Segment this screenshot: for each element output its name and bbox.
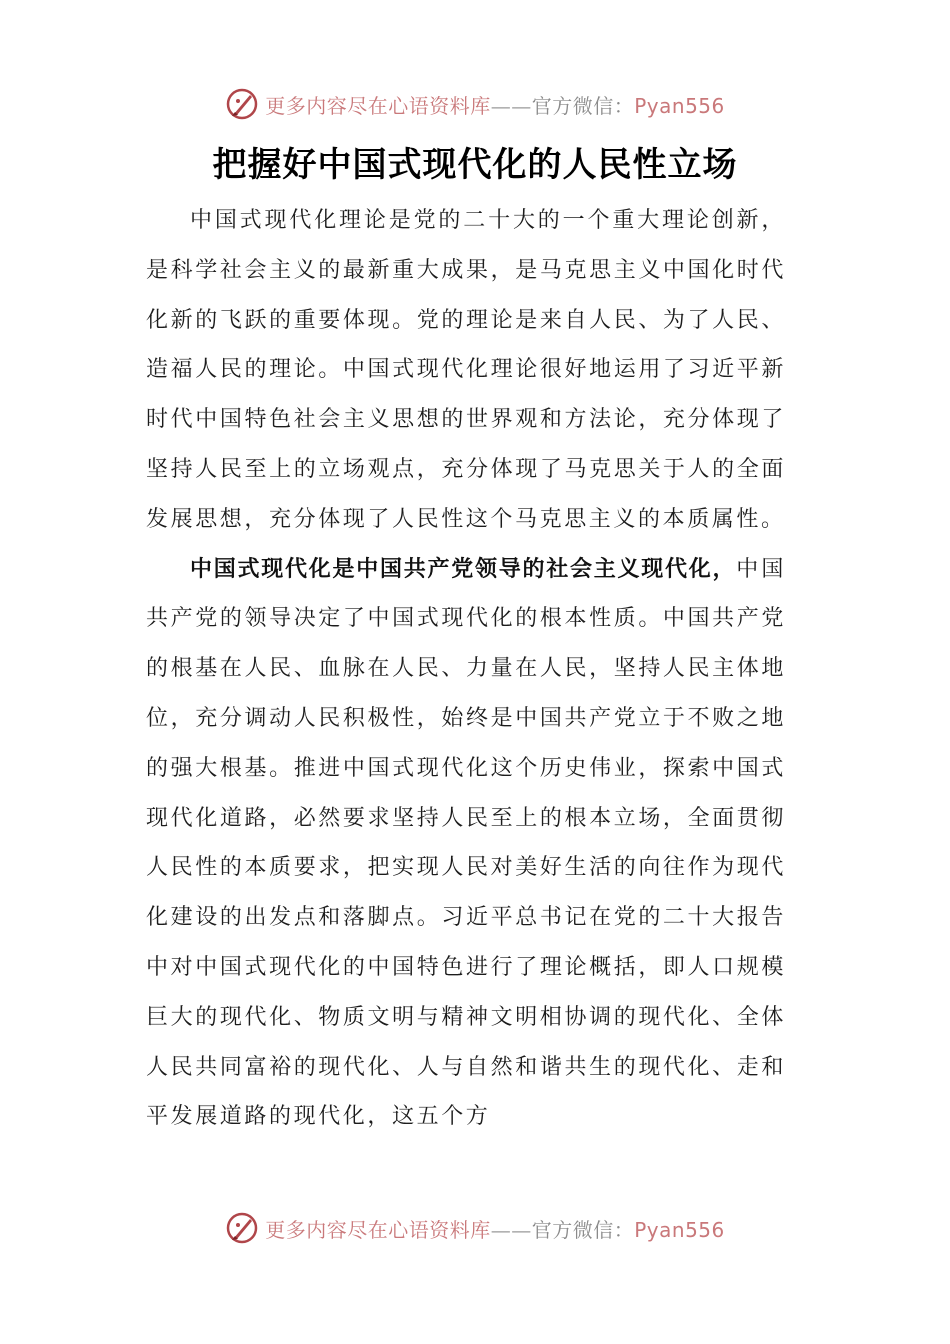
watermark-wechat-id: Pyan556 [634,1217,725,1242]
watermark-text [265,90,725,119]
header-watermark [0,84,950,124]
brand-logo-icon [225,87,259,121]
footer-watermark [0,1208,950,1248]
watermark-text [265,1214,725,1243]
document-body [146,196,786,1142]
paragraph-2 [146,545,786,1143]
watermark-prefix: 更多内容尽在心语资料库 [265,1217,491,1242]
brand-logo-icon [225,1211,259,1245]
watermark-label: 官方微信： [531,93,635,118]
paragraph-1: 中国式现代化理论是党的二十大的一个重大理论创新，是科学社会主义的最新重大成果，是马克思主义中国化时代化新的飞跃的重要体现。党的理论是来自人民、为了人民、造福人民的理论。中国式现代化理论很好地运用了习近平新时代中国特色社会主义思想的世界观和方法论，充分体现了坚持人民至上的立场观点，充分体现了马克思关于人的全面发展思想，充分体现了人民性这个马克思主义的本质属性。 [146,208,786,532]
watermark-label: 官方微信： [531,1217,635,1242]
paragraph-2-lead: 中国式现代化是中国共产党领导的社会主义现代化， [190,556,737,582]
watermark-dash: —— [490,93,532,118]
watermark-prefix: 更多内容尽在心语资料库 [265,93,491,118]
watermark-dash: —— [490,1217,532,1242]
watermark-wechat-id: Pyan556 [634,93,725,118]
document-title: 把握好中国式现代化的人民性立场 [212,145,738,185]
paragraph-2-body: 中国共产党的领导决定了中国式现代化的根本性质。中国共产党的根基在人民、血脉在人民、力量在人民，坚持人民主体地位，充分调动人民积极性，始终是中国共产党立于不败之地的强大根基。推进中国式现代化这个历史伟业，探索中国式现代化道路，必然要求坚持人民至上的根本立场，全面贯彻人民性的本质要求，把实现人民对美好生活的向往作为现代化建设的出发点和落脚点。习近平总书记在党的二十大报告中对中国式现代化的中国特色进行了理论概括，即人口规模巨大的现代化、物质文明与精神文明相协调的现代化、全体人民共同富裕的现代化、人与自然和谐共生的现代化、走和平发展道路的现代化，这五个方 [146,556,786,1130]
